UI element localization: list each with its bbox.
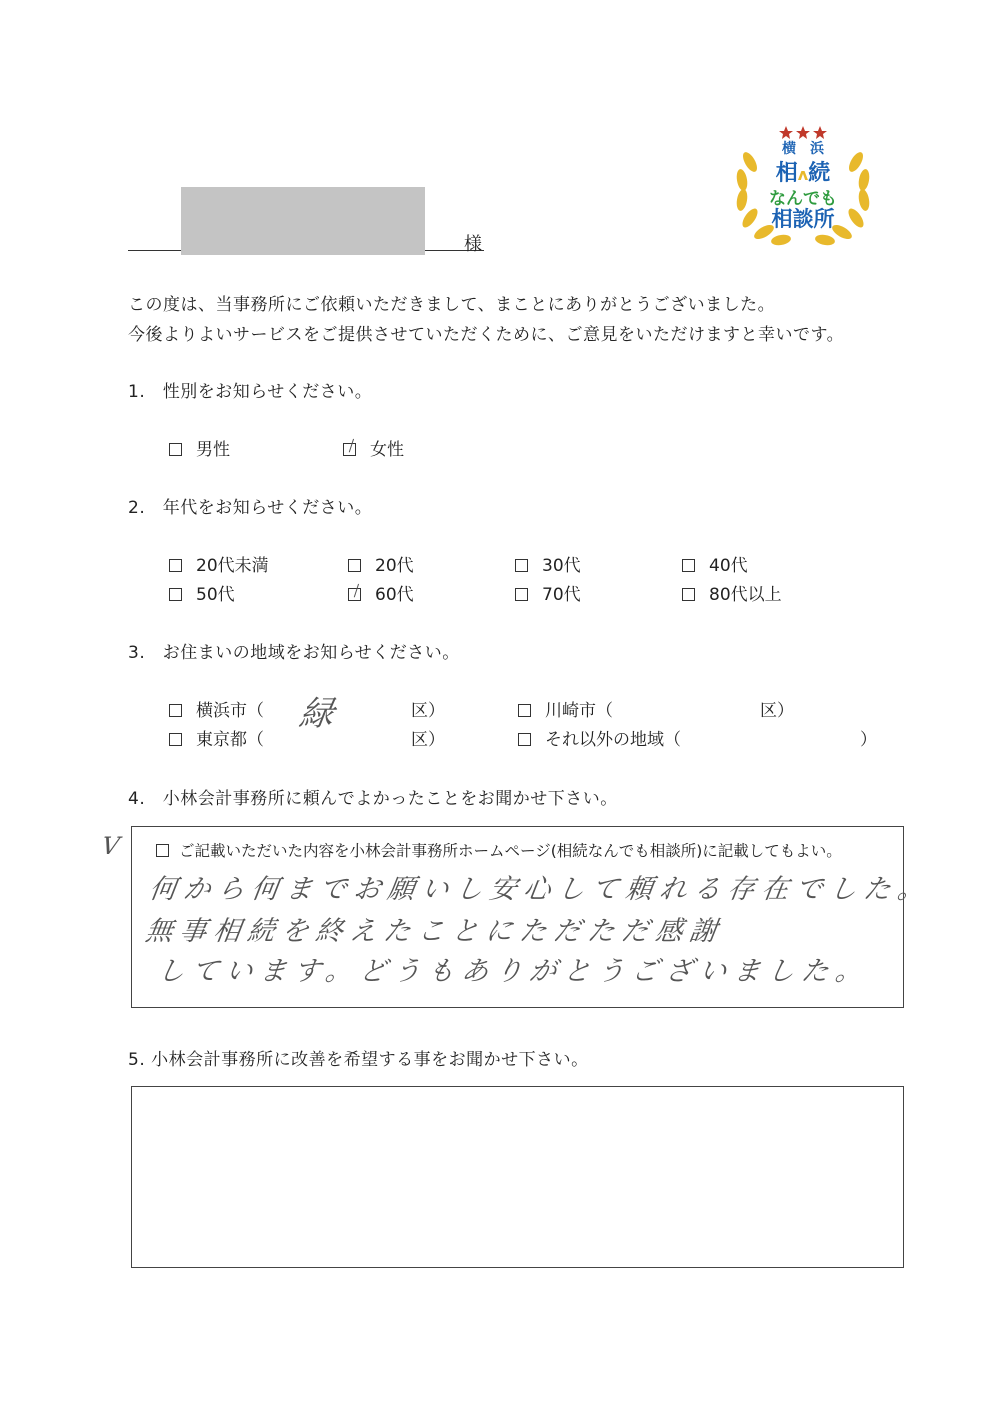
answer-line-3: しています。どうもありがとうございました。 [155, 956, 872, 987]
checkbox-age-80plus[interactable] [682, 588, 695, 601]
checkbox-yokohama[interactable] [169, 704, 182, 717]
consent-option[interactable]: ご記載いただいた内容を小林会計事務所ホームページ(相続なんでも相談所)に記載してもよい。 [156, 839, 842, 861]
answer-box-q4[interactable] [131, 826, 934, 1008]
yokohama-ku-label: 区） [411, 701, 445, 721]
logo-line1: 横 浜 [782, 141, 824, 157]
intro-line1: この度は、当事務所にご依頼いただきまして、まことにありがとうございました。 [128, 295, 776, 315]
option-tokyo[interactable]: 東京都（ [169, 725, 264, 750]
logo-line3: なんでも [769, 189, 837, 209]
honorific: 様 [464, 234, 483, 255]
checkbox-age-50s[interactable] [169, 588, 182, 601]
tokyo-ku-label: 区） [411, 730, 445, 750]
checkbox-tokyo[interactable] [169, 733, 182, 746]
answer-line-2: 無事相続を終えたことにただただ感謝 [143, 916, 726, 947]
kawasaki-ku-label: 区） [760, 701, 794, 721]
option-age-30s[interactable]: 30代 [515, 551, 581, 576]
checkbox-female[interactable] [343, 443, 356, 456]
redacted-name [181, 187, 425, 255]
option-age-under20[interactable]: 20代未満 [169, 551, 269, 576]
checkbox-age-30s[interactable] [515, 559, 528, 572]
checkbox-age-40s[interactable] [682, 559, 695, 572]
option-age-70s[interactable]: 70代 [515, 580, 581, 605]
checkbox-male[interactable] [169, 443, 182, 456]
answer-box-q5[interactable] [131, 1086, 904, 1268]
option-male[interactable]: 男性 [169, 435, 230, 460]
checkbox-consent[interactable] [156, 844, 169, 857]
logo [728, 122, 878, 252]
option-age-40s[interactable]: 40代 [682, 551, 748, 576]
other-region-close: ） [860, 730, 877, 750]
option-kawasaki[interactable]: 川崎市（ [518, 696, 613, 721]
option-age-60s[interactable]: 60代 [348, 580, 414, 605]
logo-line2: 相ʌ続 [775, 161, 831, 186]
logo-line4: 相談所 [771, 207, 835, 231]
checkbox-age-20s[interactable] [348, 559, 361, 572]
option-age-80plus[interactable]: 80代以上 [682, 580, 782, 605]
option-female[interactable]: 女性 [343, 435, 404, 460]
option-age-50s[interactable]: 50代 [169, 580, 235, 605]
question-3: 3. お住まいの地域をお知らせください。 [128, 643, 460, 663]
checkbox-kawasaki[interactable] [518, 704, 531, 717]
handwritten-ward: 緑 [296, 694, 337, 734]
answer-line-1: 何から何までお願いし安心して頼れる存在でした。 [147, 874, 934, 905]
option-age-20s[interactable]: 20代 [348, 551, 414, 576]
option-yokohama[interactable]: 横浜市（ [169, 696, 264, 721]
checkbox-other-region[interactable] [518, 733, 531, 746]
checkbox-age-60s[interactable] [348, 588, 361, 601]
question-5: 5. 小林会計事務所に改善を希望する事をお聞かせ下さい。 [128, 1050, 589, 1070]
margin-check-mark: V [100, 832, 122, 860]
checkbox-age-70s[interactable] [515, 588, 528, 601]
question-4: 4. 小林会計事務所に頼んでよかったことをお聞かせ下さい。 [128, 789, 618, 809]
intro-line2: 今後よりよいサービスをご提供させていただくために、ご意見をいただけますと幸いです。 [128, 325, 845, 345]
checkbox-age-under20[interactable] [169, 559, 182, 572]
question-1: 1. 性別をお知らせください。 [128, 382, 373, 402]
question-2: 2. 年代をお知らせください。 [128, 498, 373, 518]
option-other-region[interactable]: それ以外の地域（ [518, 725, 681, 750]
